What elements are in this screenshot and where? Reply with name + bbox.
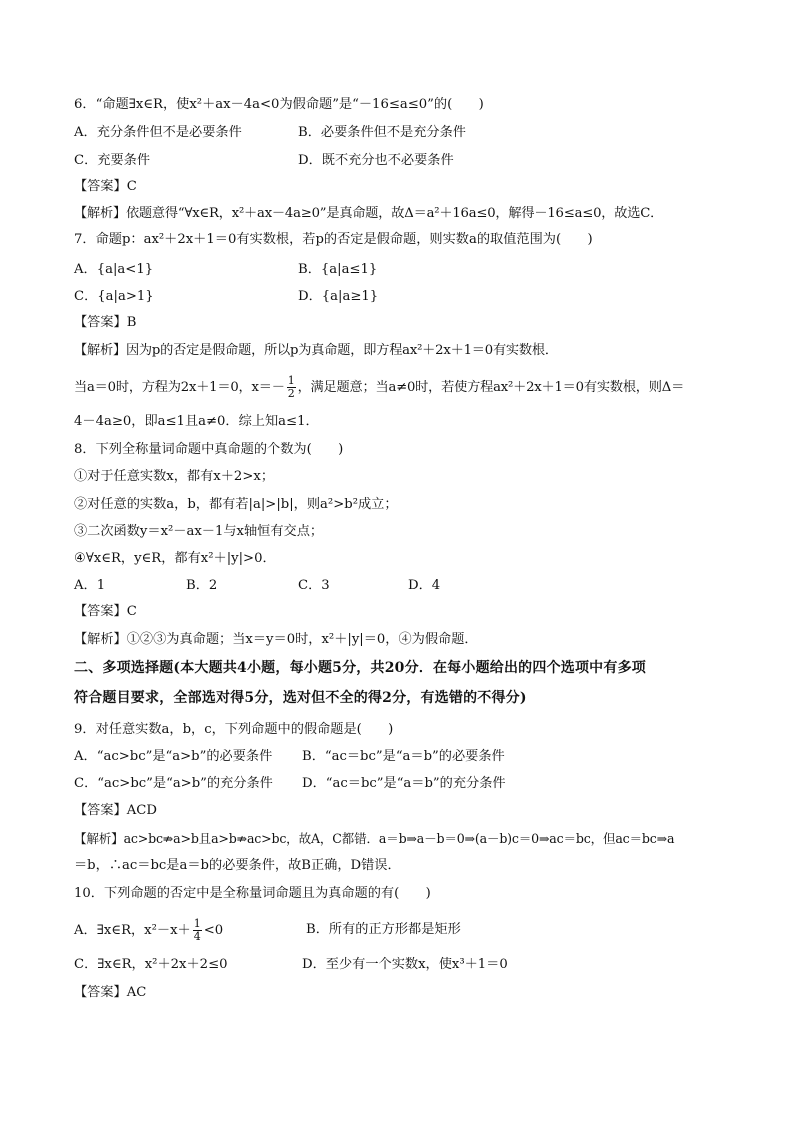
q10-stem: 10．下列命题的否定中是全称量词命题且为真命题的有( )	[74, 886, 431, 901]
q7-analysis-line1: 【解析】因为p的否定是假命题，所以p为真命题，即方程ax²＋2x＋1＝0有实数根．	[74, 343, 558, 358]
q6-stem: 6．“命题∃x∈R，使x²＋ax－4a<0为假命题”是“－16≤a≤0”的( )	[74, 97, 484, 112]
q6-option-a: A．充分条件但不是必要条件	[74, 125, 242, 140]
q10-option-a	[74, 918, 223, 943]
q9-analysis-line1: 【解析】ac>bc⇏a>b且a>b⇏ac>bc，故A，C都错．a＝b⇒a－b＝0⇒(a－b)c＝0⇒ac＝bc，但ac＝bc⇒a	[74, 831, 675, 846]
q10-fraction	[193, 918, 202, 943]
q10-option-a-pre: A．∃x∈R，x²－x＋	[74, 923, 191, 938]
q10-fraction-denominator: 4	[193, 930, 201, 943]
q9-answer: 【答案】ACD	[74, 803, 157, 818]
q9-option-a: A．“ac>bc”是“a>b”的必要条件	[74, 749, 273, 764]
q9-option-b: B．“ac＝bc”是“a＝b”的必要条件	[302, 749, 505, 764]
q6-option-d: D．既不充分也不必要条件	[298, 153, 454, 168]
q8-stem: 8．下列全称量词命题中真命题的个数为( )	[74, 442, 344, 457]
q10-option-a-post: <0	[203, 923, 224, 938]
q9-analysis-line2: ＝b，∴ac＝bc是a＝b的必要条件，故B正确，D错误．	[74, 858, 401, 873]
q7-fraction-numerator: 1	[287, 374, 295, 387]
q7-analysis-line2-post: ，满足题意；当a≠0时，若使方程ax²＋2x＋1＝0有实数根，则Δ＝	[297, 380, 685, 395]
q8-option-b: B．2	[186, 578, 218, 593]
q7-analysis-line2	[74, 375, 684, 400]
q7-fraction-denominator: 2	[287, 387, 295, 400]
q7-option-b: B．{a|a≤1}	[298, 262, 378, 277]
q9-option-c: C．“ac>bc”是“a>b”的充分条件	[74, 776, 273, 791]
q6-option-c: C．充要条件	[74, 153, 151, 168]
section-2-heading-line1: 二、多项选择题(本大题共4小题，每小题5分，共20分．在每小题给出的四个选项中有多项	[74, 660, 646, 676]
q7-answer: 【答案】B	[74, 315, 137, 330]
q8-item-3: ③二次函数y＝x²－ax－1与x轴恒有交点；	[74, 524, 324, 539]
q10-answer: 【答案】AC	[74, 985, 147, 1000]
q7-option-d: D．{a|a≥1}	[298, 289, 379, 304]
q10-option-d: D．至少有一个实数x，使x³＋1＝0	[302, 957, 508, 972]
q9-stem: 9．对任意实数a，b，c，下列命题中的假命题是( )	[74, 722, 394, 737]
q8-option-a: A．1	[74, 578, 106, 593]
q7-fraction	[287, 375, 296, 400]
q8-option-c: C．3	[298, 578, 330, 593]
q8-item-2: ②对任意的实数a，b，都有若|a|>|b|，则a²>b²成立；	[74, 497, 398, 512]
q8-item-4: ④∀x∈R，y∈R，都有x²＋|y|>0．	[74, 551, 276, 566]
q6-option-b: B．必要条件但不是充分条件	[298, 125, 466, 140]
q9-option-d: D．“ac＝bc”是“a＝b”的充分条件	[302, 776, 506, 791]
q8-option-d: D．4	[408, 578, 441, 593]
q10-option-b: B．所有的正方形都是矩形	[306, 922, 461, 937]
q7-analysis-line3: 4－4a≥0，即a≤1且a≠0．综上知a≤1．	[74, 414, 319, 429]
q8-item-1: ①对于任意实数x，都有x＋2>x；	[74, 469, 275, 484]
q7-stem: 7．命题p：ax²＋2x＋1＝0有实数根，若p的否定是假命题，则实数a的取值范围为( )	[74, 232, 593, 247]
q7-option-c: C．{a|a>1}	[74, 289, 154, 304]
q8-analysis: 【解析】①②③为真命题；当x＝y＝0时，x²＋|y|＝0，④为假命题．	[74, 632, 478, 647]
q10-option-c: C．∃x∈R，x²＋2x＋2≤0	[74, 957, 228, 972]
q10-fraction-numerator: 1	[193, 917, 201, 930]
q6-answer: 【答案】C	[74, 179, 137, 194]
q7-analysis-line2-pre: 当a＝0时，方程为2x＋1＝0，x＝－	[74, 380, 285, 395]
q7-option-a: A．{a|a<1}	[74, 262, 154, 277]
q8-answer: 【答案】C	[74, 604, 137, 619]
section-2-heading-line2: 符合题目要求，全部选对得5分，选对但不全的得2分，有选错的不得分)	[74, 690, 527, 706]
q6-analysis: 【解析】依题意得“∀x∈R，x²＋ax－4a≥0”是真命题，故Δ＝a²＋16a≤0，解得－16≤a≤0，故选C．	[74, 206, 664, 221]
